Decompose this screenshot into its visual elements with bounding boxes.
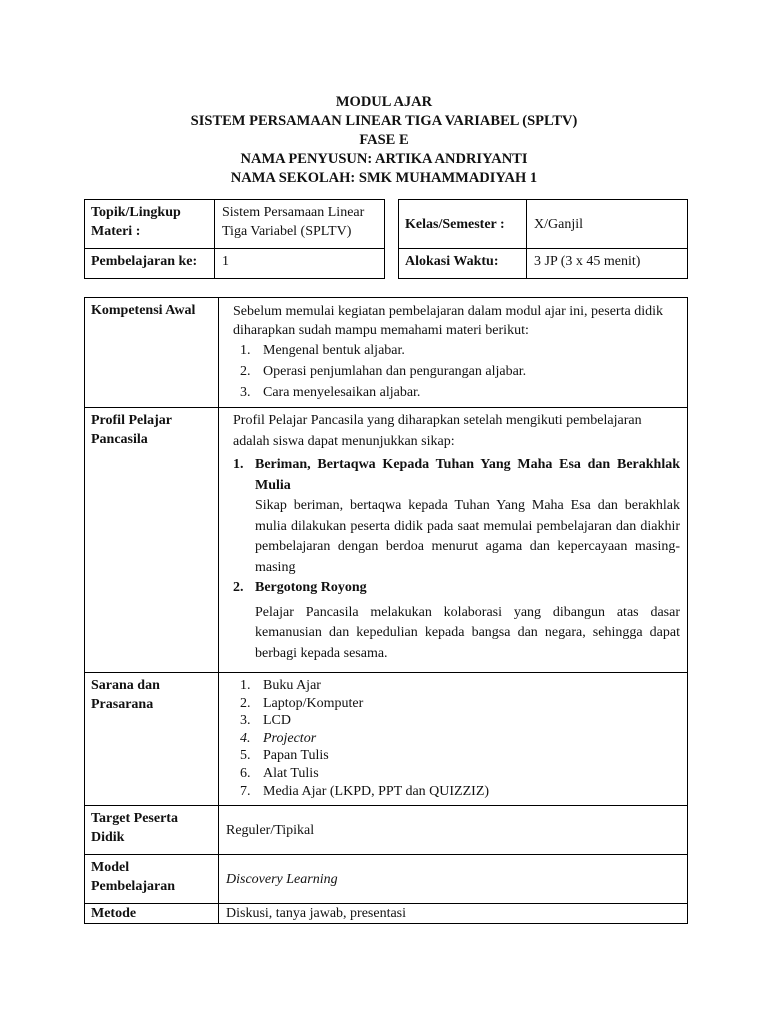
list-item: 6. Alat Tulis (254, 765, 680, 783)
header-title: MODUL AJAR (335, 94, 433, 110)
profil-item-1-desc: Sikap beriman, bertaqwa kepada Tuhan Yang Maha Esa dan berakhlak mulia dilakukan peserta didik pada saat memulai pembelajaran dan diakhir pembelajaran dengan berdoa menurut agama dan kepercayaan masing-masing (255, 498, 680, 575)
profil-item-1-title: Beriman, Bertaqwa Kepada Tuhan Yang Maha Esa dan Berakhlak Mulia (255, 457, 680, 493)
list-item: 5. Papan Tulis (254, 747, 680, 765)
metode-label: Metode (85, 904, 219, 924)
header-school: NAMA SEKOLAH: SMK MUHAMMADIYAH 1 (230, 170, 538, 186)
header-author: NAMA PENYUSUN: ARTIKA ANDRIYANTI (240, 151, 528, 167)
target-label: Target Peserta Didik (85, 806, 219, 855)
kompetensi-label: Kompetensi Awal (85, 298, 219, 408)
topik-value: Sistem Persamaan Linear Tiga Variabel (SPLTV) (215, 200, 385, 249)
info-table-left (84, 199, 385, 279)
model-label: Model Pembelajaran (85, 855, 219, 904)
list-item: 3. LCD (254, 712, 680, 730)
sarana-list (233, 677, 680, 800)
alokasi-label: Alokasi Waktu: (399, 249, 527, 279)
list-item: 4. Projector (254, 730, 680, 748)
model-row (85, 855, 688, 904)
alokasi-value: 3 JP (3 x 45 menit) (527, 249, 688, 279)
list-item: 1. Buku Ajar (254, 677, 680, 695)
list-item: 7. Media Ajar (LKPD, PPT dan QUIZZIZ) (254, 783, 680, 801)
profil-item-1: 1. Beriman, Bertaqwa Kepada Tuhan Yang Maha Esa dan Berakhlak Mulia Sikap beriman, bertaqwa kepada Tuhan Yang Maha Esa dan berakhlak mulia dilakukan peserta didik pada saat memulai pembelajaran dan diakhir pembelajaran dengan berdoa menurut agama dan kepercayaan masing-masing (233, 455, 680, 578)
metode-row (85, 904, 688, 924)
kompetensi-list (233, 340, 679, 403)
list-item: 3. Cara menyelesaikan aljabar. (254, 382, 679, 403)
profil-content (219, 408, 688, 673)
profil-item-2: 2. Bergotong Royong Pelajar Pancasila melakukan kolaborasi yang dibangun atas dasar kemanusian dan kepedulian kepada bangsa dan negara, sehingga dapat berbagi kepada sesama. (233, 578, 680, 664)
pembelajaran-value: 1 (215, 249, 385, 279)
kelas-value: X/Ganjil (527, 200, 688, 249)
pembelajaran-label: Pembelajaran ke: (85, 249, 215, 279)
sarana-row (85, 673, 688, 806)
sarana-label: Sarana dan Prasarana (85, 673, 219, 806)
profil-label: Profil Pelajar Pancasila (85, 408, 219, 673)
document-header (0, 93, 768, 188)
kompetensi-intro: Sebelum memulai kegiatan pembelajaran dalam modul ajar ini, peserta didik diharapkan sudah mampu memahami materi berikut: (233, 304, 663, 338)
header-phase: FASE E (359, 132, 409, 148)
metode-value: Diskusi, tanya jawab, presentasi (219, 904, 688, 924)
header-subtitle: SISTEM PERSAMAAN LINEAR TIGA VARIABEL (SPLTV) (190, 113, 578, 129)
info-table-right (398, 199, 688, 279)
model-value: Discovery Learning (219, 855, 688, 904)
target-value: Reguler/Tipikal (219, 806, 688, 855)
profil-row (85, 408, 688, 673)
list-item: 2. Laptop/Komputer (254, 695, 680, 713)
topik-label: Topik/Lingkup Materi : (85, 200, 215, 249)
kelas-label: Kelas/Semester : (399, 200, 527, 249)
sarana-content (219, 673, 688, 806)
target-row (85, 806, 688, 855)
module-detail-table (84, 297, 688, 924)
profil-item-2-title: Bergotong Royong (255, 580, 367, 595)
profil-item-2-desc: Pelajar Pancasila melakukan kolaborasi yang dibangun atas dasar kemanusian dan kepedulian kepada bangsa dan negara, sehingga dapat berbagi kepada sesama. (255, 604, 680, 661)
profil-intro: Profil Pelajar Pancasila yang diharapkan setelah mengikuti pembelajaran adalah siswa dapat menunjukkan sikap: (233, 413, 642, 449)
kompetensi-content (219, 298, 688, 408)
kompetensi-row (85, 298, 688, 408)
list-item: 1. Mengenal bentuk aljabar. (254, 340, 679, 361)
list-item: 2. Operasi penjumlahan dan pengurangan aljabar. (254, 361, 679, 382)
